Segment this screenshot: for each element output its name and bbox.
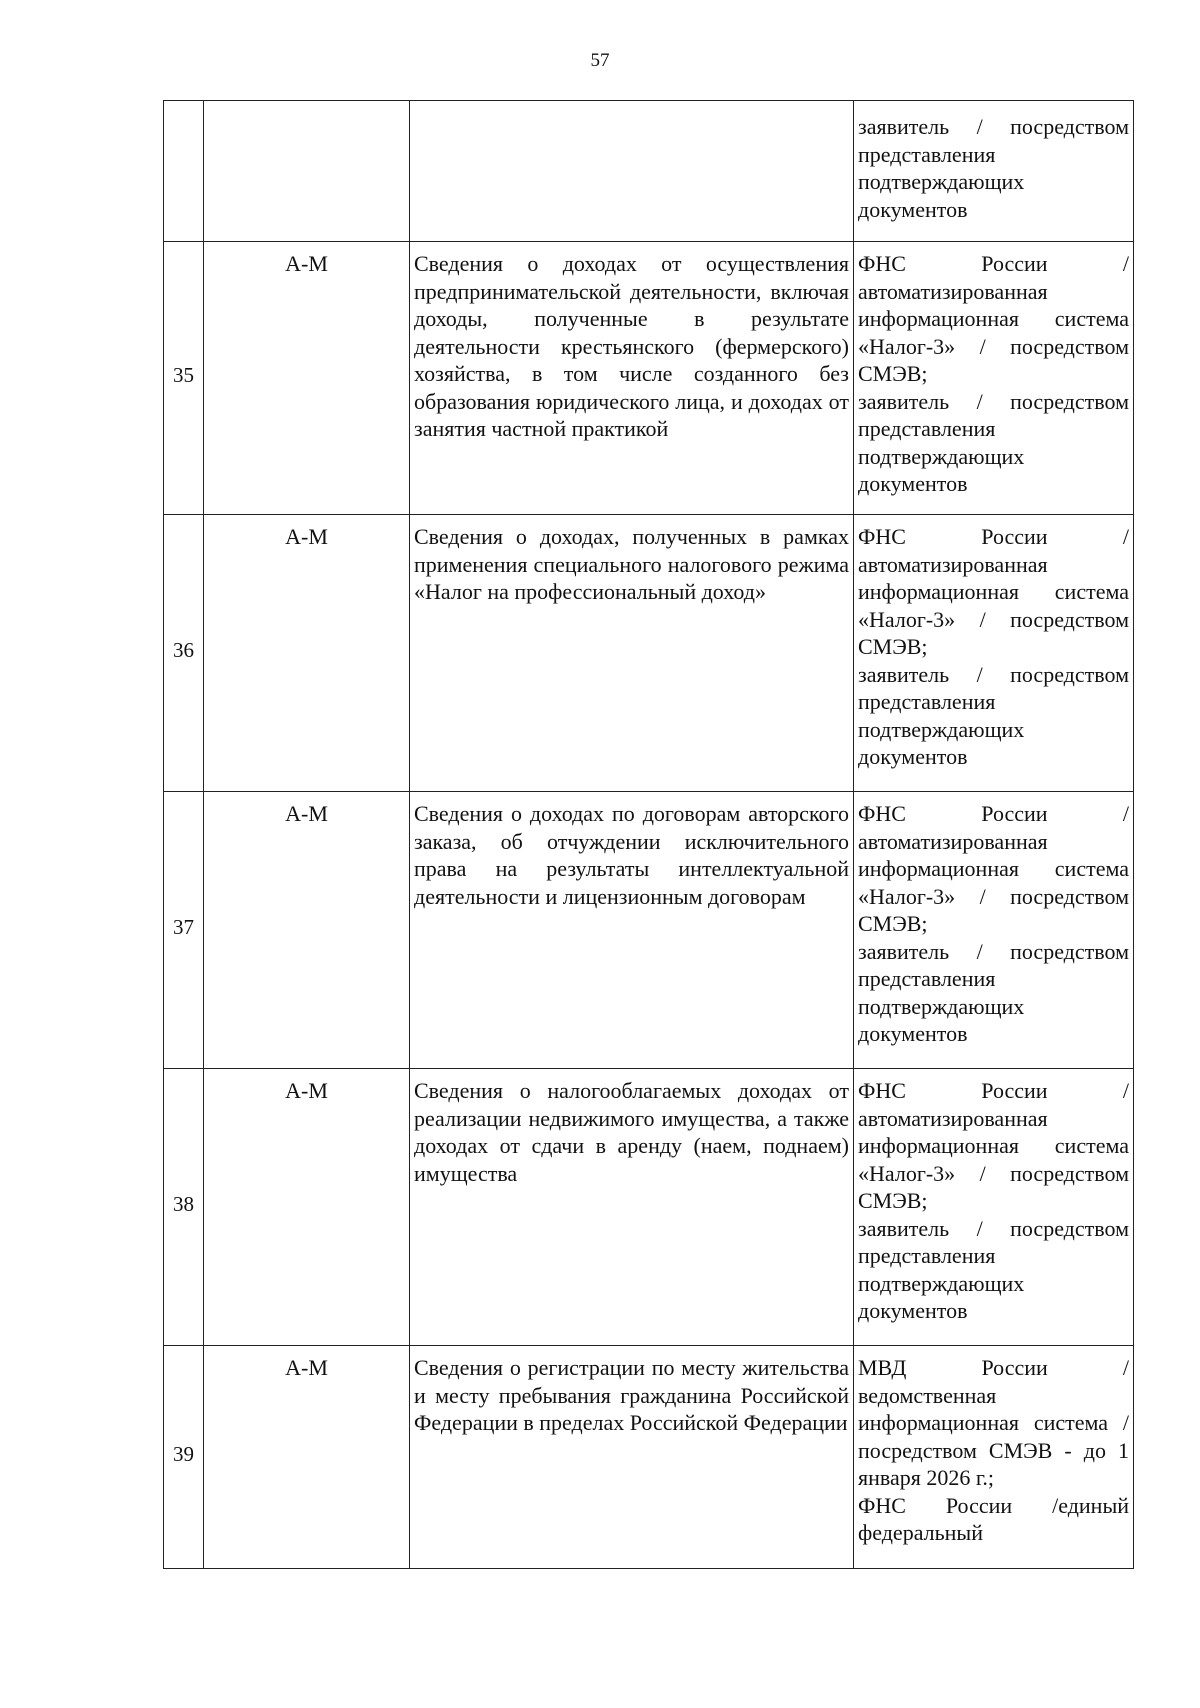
cell-num [164, 101, 204, 242]
table-row-continuation [164, 101, 1134, 242]
source-primary: ФНС России / автоматизированная информационная система «Налог-3» / посредством СМЭВ; [858, 251, 1129, 386]
source-primary: МВД России / ведомственная информационная система / посредством СМЭВ - до 1 января 2026 г.; [858, 1355, 1129, 1490]
description-text: Сведения о доходах, полученных в рамках применения специального налогового режима «Налог на профессиональный доход» [414, 524, 849, 604]
description-text: Сведения о доходах по договорам авторского заказа, об отчуждении исключительного права на результаты интеллектуальной деятельности и лицензионным договорам [414, 801, 849, 909]
row-description [410, 1069, 854, 1346]
source-secondary: заявитель / посредством представления подтверждающих документов [858, 661, 1129, 769]
page-number: 57 [590, 50, 610, 71]
source-text: заявитель / посредством представления подтверждающих документов [858, 114, 1129, 222]
services-table [163, 100, 1134, 1569]
source-secondary: ФНС России /единый федеральный [858, 1492, 1129, 1545]
row-source [854, 1069, 1134, 1346]
row-code: А-М [204, 242, 410, 515]
row-source [854, 515, 1134, 792]
description-text: Сведения о налогооблагаемых доходах от реализации недвижимого имущества, а также доходах от сдачи в аренду (наем, поднаем) имущества [414, 1078, 849, 1186]
table-row [164, 1069, 1134, 1346]
source-secondary: заявитель / посредством представления подтверждающих документов [858, 1215, 1129, 1323]
row-description [410, 242, 854, 515]
cell-description [410, 101, 854, 242]
row-description [410, 515, 854, 792]
description-text: Сведения о доходах от осуществления предпринимательской деятельности, включая доходы, полученные в результате деятельности крестьянского (фермерского) хозяйства, в том числе созданного без образования юридического лица, и доходах от занятия частной практикой [414, 251, 849, 441]
cell-source [854, 101, 1134, 242]
row-code: А-М [204, 792, 410, 1069]
source-primary: ФНС России / автоматизированная информационная система «Налог-3» / посредством СМЭВ; [858, 801, 1129, 936]
source-secondary: заявитель / посредством представления подтверждающих документов [858, 938, 1129, 1046]
source-primary: ФНС России / автоматизированная информационная система «Налог-3» / посредством СМЭВ; [858, 1078, 1129, 1213]
source-primary: ФНС России / автоматизированная информационная система «Налог-3» / посредством СМЭВ; [858, 524, 1129, 659]
table-row [164, 242, 1134, 515]
cell-code [204, 101, 410, 242]
row-number: 35 [164, 242, 204, 515]
row-source [854, 242, 1134, 515]
description-text: Сведения о регистрации по месту жительства и месту пребывания гражданина Российской Федерации в пределах Российской Федерации [414, 1355, 849, 1435]
row-number: 36 [164, 515, 204, 792]
row-number: 39 [164, 1346, 204, 1569]
table-row [164, 792, 1134, 1069]
table-row [164, 1346, 1134, 1569]
row-source [854, 1346, 1134, 1569]
row-description [410, 1346, 854, 1569]
row-description [410, 792, 854, 1069]
row-code: А-М [204, 515, 410, 792]
row-code: А-М [204, 1069, 410, 1346]
source-secondary: заявитель / посредством представления подтверждающих документов [858, 388, 1129, 496]
table-row [164, 515, 1134, 792]
row-number: 37 [164, 792, 204, 1069]
row-code: А-М [204, 1346, 410, 1569]
row-number: 38 [164, 1069, 204, 1346]
row-source [854, 792, 1134, 1069]
